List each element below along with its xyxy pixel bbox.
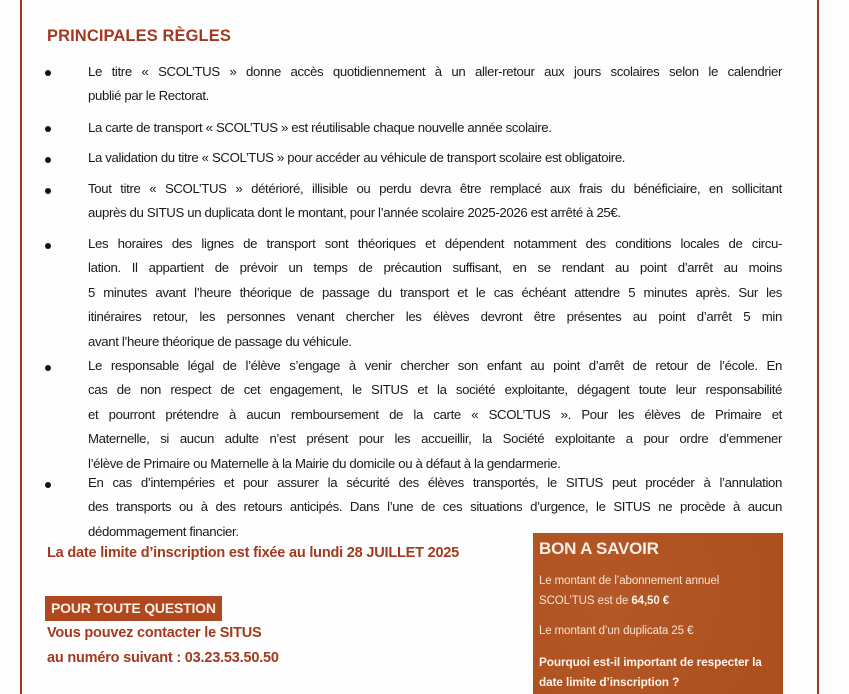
rule-text (88, 60, 782, 109)
bullet-icon (45, 126, 51, 132)
rule-line: des transports ou à des retours anticipés. Dans l’une de ces situations d’urgence, le SITUS ne procède à aucun (88, 499, 782, 515)
duplicate-amount: Le montant d’un duplicata 25 € (539, 625, 694, 637)
rule-line: En cas d’intempéries et pour assurer la sécurité des élèves transportés, le SITUS peut procéder à l’annulation (88, 475, 782, 490)
subscription-amount (539, 595, 669, 607)
rule-line: 5 minutes avant l’heure théorique de passage du transport et le cas échéant attendre 5 minutes après. Sur les (88, 284, 782, 300)
deadline-question-line2: date limite d’inscription ? (539, 675, 680, 689)
rule-line: lation. Il appartient de prévoir un temps de précaution suffisant, en se rendant au point d’arrêt au moins (88, 260, 782, 276)
rule-line: itinéraires retour, les personnes venant chercher les élèves devront être présentes au point d’arrêt 5 min (88, 309, 782, 325)
rule-text (88, 232, 782, 354)
info-box-title: BON A SAVOIR (539, 539, 659, 558)
bullet-icon (45, 188, 51, 194)
contact-text: Vous pouvez contacter le SITUS (47, 625, 262, 641)
deadline-question-line1: Pourquoi est-il important de respecter la (539, 655, 762, 669)
rule-line: La validation du titre « SCOL’TUS » pour accéder au véhicule de transport scolaire est obligatoire. (88, 150, 626, 165)
rule-line: l’élève de Primaire ou Maternelle à la Mairie du domicile ou à défaut à la gendarmerie. (88, 455, 561, 471)
rule-text (88, 354, 782, 476)
rule-line: Le responsable légal de l’élève s’engage à venir chercher son enfant au point d’arrêt de retour de l’école. En (88, 358, 782, 373)
bullet-icon (45, 70, 51, 76)
bullet-icon (45, 157, 51, 163)
subscription-amount-prefix: SCOL’TUS est de (539, 595, 632, 607)
rule-line: La carte de transport « SCOL’TUS » est réutilisable chaque nouvelle année scolaire. (88, 120, 552, 135)
rule-line: cas de non respect de cet engagement, le SITUS et la société exploitante, dégagent toute leur responsabilité (88, 382, 782, 398)
rule-line: Maternelle, si aucun adulte n’est présent pour les accueillir, la Société exploitante a pour ordre d’emmener (88, 431, 782, 447)
rule-text (88, 177, 782, 226)
rule-line: Le titre « SCOL’TUS » donne accès quotidiennement à un aller-retour aux jours scolaires selon le calendrier (88, 64, 782, 79)
rule-line: et pourront prétendre à aucun remboursement de la carte « SCOL’TUS ». Pour les élèves de Primaire et (88, 406, 782, 422)
rule-line: publié par le Rectorat. (88, 88, 209, 104)
frame-border-right (817, 0, 819, 694)
rule-line: Les horaires des lignes de transport sont théoriques et dépendent notamment des conditions locales de circu- (88, 236, 782, 251)
contact-phone: au numéro suivant : 03.23.53.50.50 (47, 650, 279, 666)
contact-heading-badge: POUR TOUTE QUESTION (45, 596, 222, 621)
bullet-icon (45, 482, 51, 488)
rule-line: auprès du SITUS un duplicata dont le montant, pour l’année scolaire 2025-2026 est arrêté à 25€. (88, 205, 621, 221)
rule-line: avant l’heure théorique de passage du véhicule. (88, 333, 352, 349)
bullet-icon (45, 365, 51, 371)
bullet-icon (45, 243, 51, 249)
subscription-price: 64,50 € (631, 595, 670, 607)
rule-text (88, 146, 782, 170)
good-to-know-box (533, 533, 783, 694)
deadline-notice: La date limite d’inscription est fixée au lundi 28 JUILLET 2025 (47, 545, 460, 561)
rule-text (88, 116, 782, 140)
rule-line: Tout titre « SCOL’TUS » détérioré, illisible ou perdu devra être remplacé aux frais du bénéficiaire, en sollicitant (88, 181, 782, 196)
subscription-amount-label: Le montant de l’abonnement annuel (539, 575, 720, 587)
frame-border-left (20, 0, 22, 694)
section-title: PRINCIPALES RÈGLES (47, 27, 231, 45)
rule-line: dédommagement financier. (88, 523, 239, 539)
